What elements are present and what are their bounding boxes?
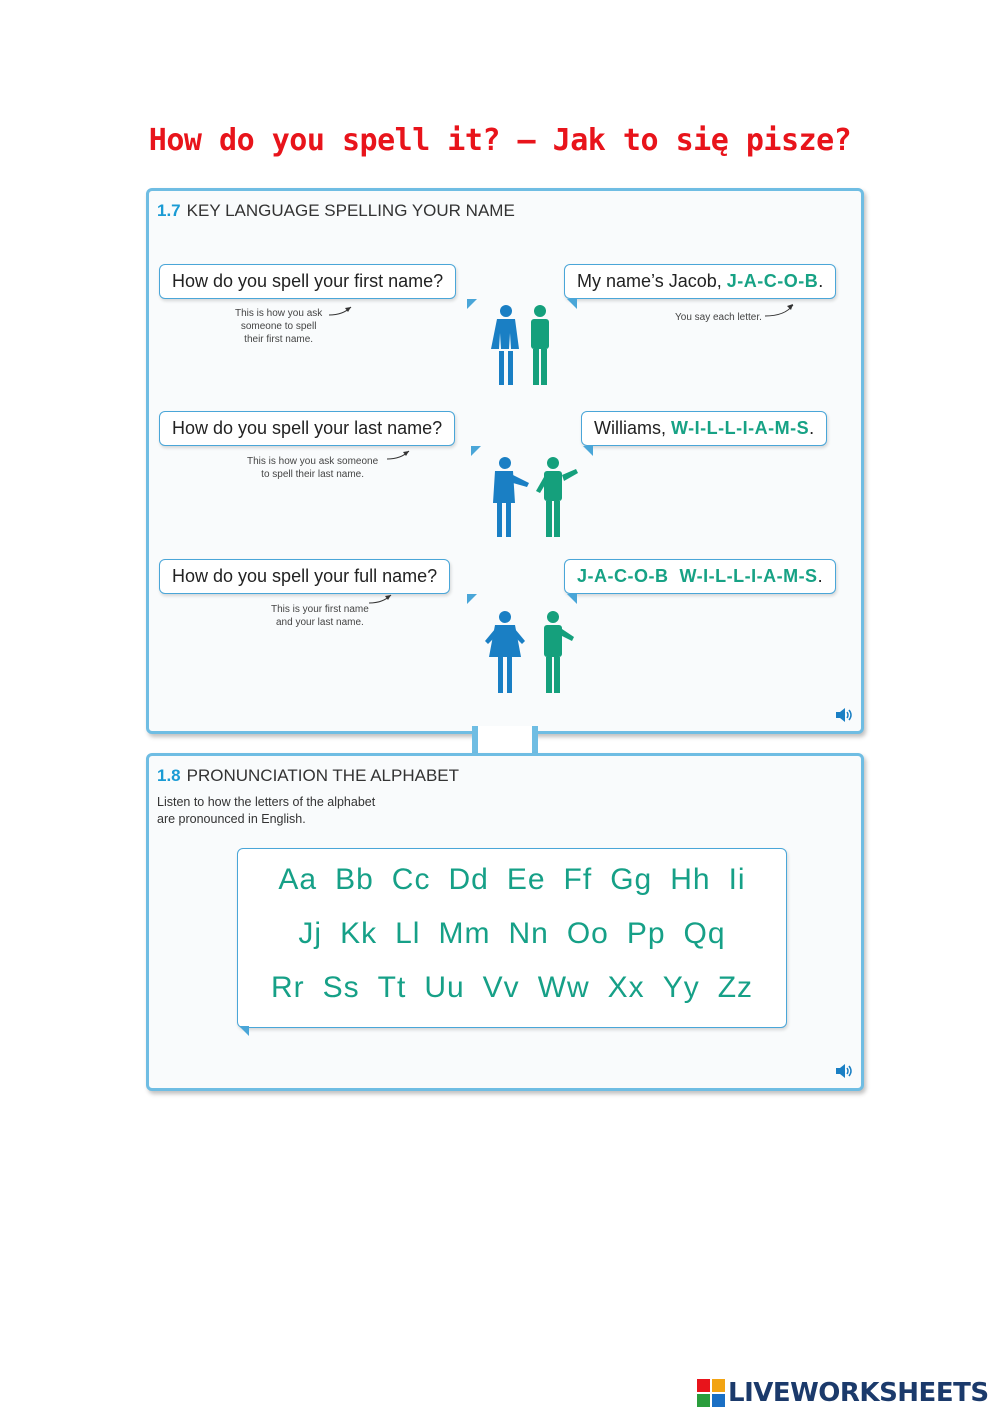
question-text: How do you spell your first name? [172,271,444,291]
note-last-name [247,455,378,481]
letter-pair: Cc [391,863,431,896]
answer-bubble-first-name [564,264,836,299]
letter-pair: Ww [537,971,590,1004]
answer-text: Williams, [594,418,671,438]
speaker-icon[interactable] [835,707,853,723]
letter-pair: Kk [340,917,378,950]
letter-pair: Zz [717,971,754,1004]
letter-pair: Ss [322,971,360,1004]
note-full-name [271,603,369,629]
letter-pair: Uu [424,971,465,1004]
section-title: KEY LANGUAGE SPELLING YOUR NAME [186,201,515,220]
question-text: How do you spell your full name? [172,566,438,586]
letter-pair: Ff [563,863,593,896]
page-title: How do you spell it? – Jak to się pisze? [148,123,852,158]
bubble-tail [467,299,477,309]
letter-pair: Nn [508,917,549,950]
connector-line [472,726,478,756]
note-line: someone to spell [240,321,317,332]
note-first-name [235,307,322,346]
letter-pair: Hh [670,863,711,896]
bubble-tail [471,446,481,456]
question-text: How do you spell your last name? [172,418,443,438]
note-arrow [385,447,417,463]
letter-pair: Aa [278,863,318,896]
spelled-letters: W-I-L-L-I-A-M-S [671,418,810,438]
letter-pair: Dd [448,863,489,896]
bubble-tail [239,1026,249,1036]
alphabet-row-3 [238,971,786,1005]
letter-pair: Bb [335,863,374,896]
bubble-tail [567,594,577,604]
alphabet-row-2 [238,917,786,951]
people-illustration-1 [484,303,564,388]
question-bubble-full-name [159,559,450,594]
letter-pair: Xx [607,971,645,1004]
letter-pair: Pp [626,917,666,950]
panel-connector [476,726,534,756]
section-heading-1-7 [157,201,515,221]
question-bubble-first-name [159,264,456,299]
speaker-icon[interactable] [835,1063,853,1079]
letter-pair: Qq [683,917,726,950]
liveworksheets-logo [697,1378,989,1408]
note-arrow [327,303,359,319]
letter-pair: Ii [728,863,746,896]
connector-line [532,726,538,756]
note-line: and your last name. [275,617,364,628]
section-title: PRONUNCIATION THE ALPHABET [186,766,460,785]
letter-pair: Yy [662,971,700,1004]
letter-pair: Ll [395,917,421,950]
answer-bubble-full-name [564,559,836,594]
note-line: This is how you ask [235,308,323,319]
letter-pair: Jj [298,917,323,950]
logo-text: LIVEWORKSHEETS [728,1378,989,1408]
pronunciation-panel [146,753,864,1091]
note-say-each-letter: You say each letter. [675,312,762,323]
note-line: their first name. [244,334,314,345]
section-heading-1-8 [157,766,459,786]
letter-pair: Tt [377,971,407,1004]
key-language-panel [146,188,864,734]
answer-period: . [817,566,823,586]
spelled-letters: J-A-C-O-B W-I-L-L-I-A-M-S [577,566,818,586]
answer-text: My name’s Jacob, [577,271,727,291]
letter-pair: Rr [270,971,305,1004]
answer-bubble-last-name [581,411,827,446]
alphabet-box [237,848,787,1028]
question-bubble-last-name [159,411,455,446]
bubble-tail [567,299,577,309]
note-line: This is your first name [271,604,369,615]
people-illustration-2 [481,455,581,541]
logo-mark-icon [697,1379,725,1407]
note-line: to spell their last name. [261,469,364,480]
letter-pair: Vv [482,971,520,1004]
people-illustration-3 [479,609,579,699]
bubble-tail [583,446,593,456]
section-number: 1.8 [157,766,181,785]
note-arrow [763,301,797,321]
spelled-letters: J-A-C-O-B [726,271,819,291]
bubble-tail [467,594,477,604]
letter-pair: Oo [566,917,609,950]
alphabet-row-1 [238,863,786,897]
note-line: This is how you ask someone [247,456,379,467]
answer-period: . [809,418,815,438]
answer-period: . [818,271,824,291]
section-number: 1.7 [157,201,181,220]
note-arrow [367,591,399,607]
letter-pair: Ee [506,863,546,896]
letter-pair: Mm [438,917,491,950]
letter-pair: Gg [610,863,653,896]
section-intro: Listen to how the letters of the alphabet are pronounced in English. [157,795,376,826]
